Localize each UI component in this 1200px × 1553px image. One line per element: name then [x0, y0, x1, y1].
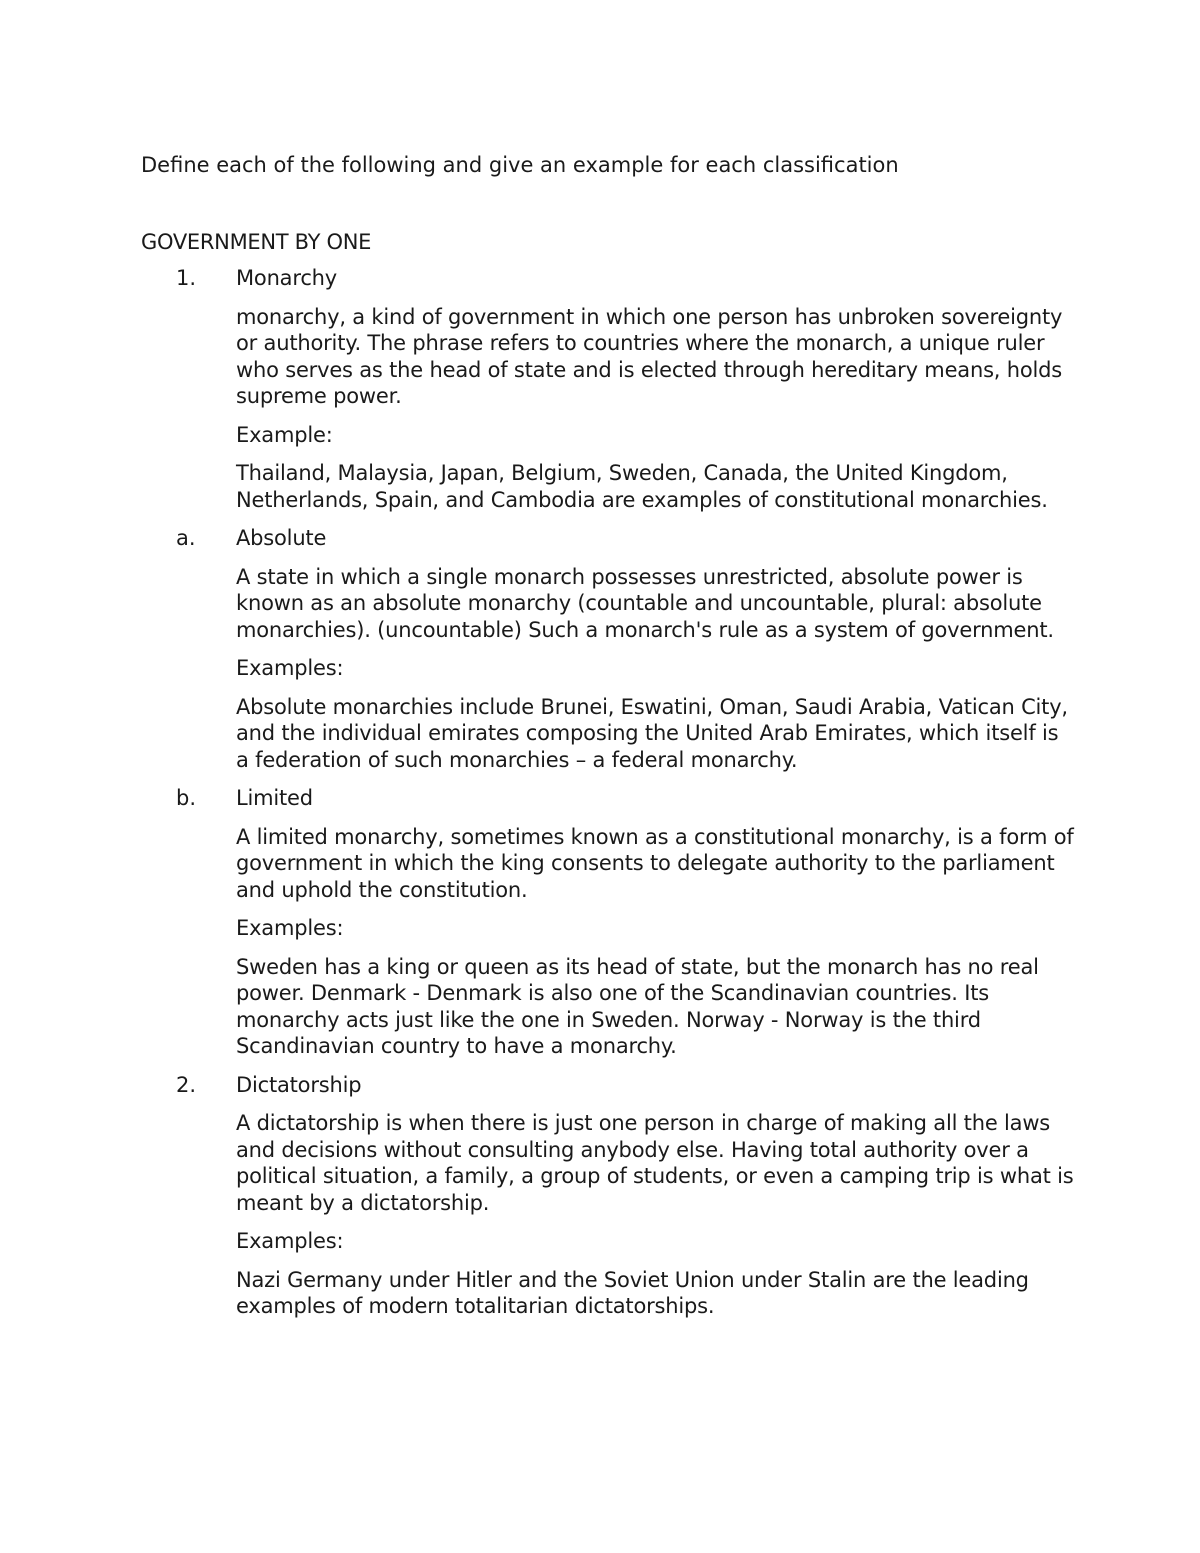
example-label: Examples: [236, 656, 344, 680]
section-heading: GOVERNMENT BY ONE [141, 230, 372, 254]
example-label: Examples: [236, 1229, 344, 1253]
list-item-dictatorship [0, 1072, 1200, 1320]
example-label: Examples: [236, 916, 344, 940]
example-text: Nazi Germany under Hitler and the Soviet Union under Stalin are the leading examples of modern totalitarian dictatorships. [236, 1267, 1029, 1318]
example-label: Example: [236, 422, 333, 447]
intro-instruction: Define each of the following and give an example for each classification [141, 153, 899, 177]
example-text: Thailand, Malaysia, Japan, Belgium, Sweden, Canada, the United Kingdom, Netherlands, Spain, and Cambodia are examples of constitutional monarchies. [236, 461, 1048, 512]
list-marker: b. [176, 786, 197, 810]
example-text: Absolute monarchies include Brunei, Eswatini, Oman, Saudi Arabia, Vatican City, and the individual emirates composing the United Arab Emirates, which itself is a federation of such monarchies – a federal monarchy. [236, 694, 1068, 772]
term-title: Dictatorship [236, 1072, 362, 1097]
list-marker: 2. [176, 1072, 197, 1097]
list-item-limited [0, 785, 1200, 1060]
list-marker: 1. [176, 266, 197, 290]
classification-list [0, 265, 1200, 1332]
definition-text: A limited monarchy, sometimes known as a constitutional monarchy, is a form of government in which the king consents to delegate authority to the parliament and uphold the constitution. [236, 824, 1074, 902]
definition-text: monarchy, a kind of government in which one person has unbroken sovereignty or authority. The phrase refers to countries where the monarch, a unique ruler who serves as the head of state and is elected through hereditary means, holds supreme power. [236, 304, 1063, 408]
definition-text: A dictatorship is when there is just one person in charge of making all the laws and decisions without consulting anybody else. Having total authority over a political situation, a family, a group of students, or even a camping trip is what is meant by a dictatorship. [236, 1111, 1074, 1215]
term-title: Limited [236, 786, 313, 810]
list-item-absolute [0, 525, 1200, 773]
term-title: Monarchy [236, 266, 338, 290]
term-title: Absolute [236, 526, 327, 550]
list-marker: a. [176, 526, 196, 550]
example-text: Sweden has a king or queen as its head of state, but the monarch has no real power. Denmark - Denmark is also one of the Scandinavian countries. Its monarchy acts just like the one in Sweden. Norway - Norway is the third Scandinavian country to have a monarchy. [236, 954, 1039, 1058]
list-item-monarchy [0, 265, 1200, 513]
definition-text: A state in which a single monarch possesses unrestricted, absolute power is known as an absolute monarchy (countable and uncountable, plural: absolute monarchies). (uncountable) Such a monarch's rule as a system of government. [236, 564, 1054, 642]
